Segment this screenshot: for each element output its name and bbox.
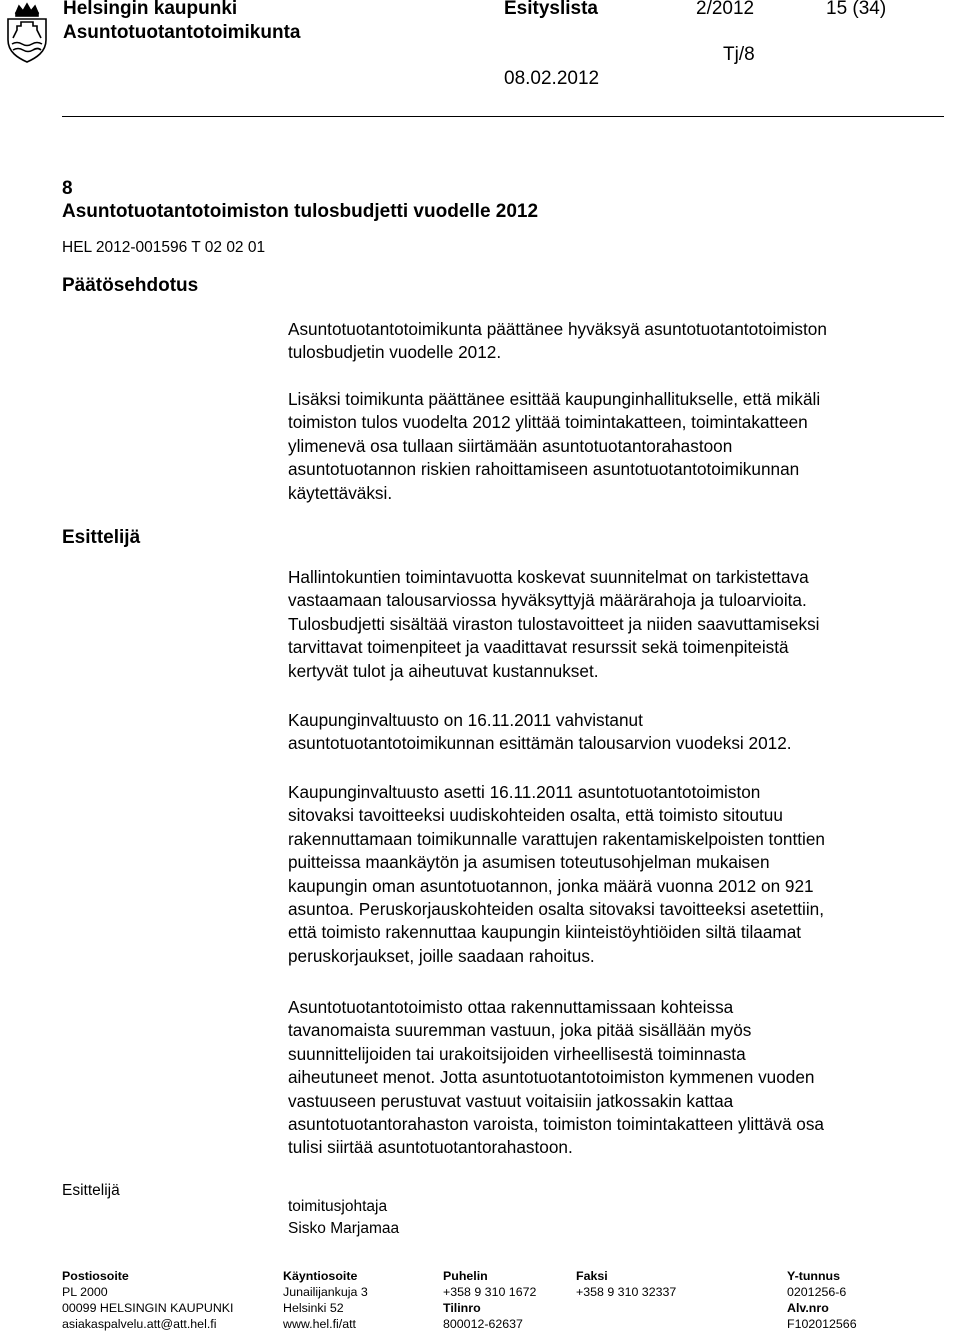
text-line: rakennuttamaan toimikunnalle varattujen rakentamiskelpoisten tonttien [288,828,825,849]
footer-visiting-address [283,1268,368,1332]
text-line: tulosbudjetin vuodelle 2012. [288,342,502,363]
org-name: Helsingin kaupunki [63,0,238,19]
doc-number: 2/2012 [696,0,755,19]
footer-value: 0201256-6 [787,1285,847,1299]
text-line: käytettäväksi. [288,482,393,503]
text-line: vastaamaan talousarviossa hyväksyttyjä määrärahoja ja tuloarvioita. [288,590,807,611]
presenter-label: Esittelijä [62,527,141,548]
proposal-heading: Päätösehdotus [62,275,199,296]
footer-value: F102012566 [787,1317,857,1331]
footer-value: PL 2000 [62,1285,108,1299]
text-line: toimiston tulos vuodelta 2012 ylittää toimintakatteen, toimintakatteen [288,412,808,433]
footer-label: Y-tunnus [787,1269,840,1283]
footer-fax [576,1268,676,1300]
text-line: Lisäksi toimikunta päättänee esittää kaupunginhallitukselle, että mikäli [288,389,821,409]
item-number: 8 [62,178,73,199]
signer-name: Sisko Marjamaa [288,1220,400,1237]
text-line: Kaupunginvaltuusto asetti 16.11.2011 asuntotuotantotoimiston [288,782,761,802]
text-line: asuntotuotannon riskien rahoittamiseen asuntotuotantotoimikunnan [288,459,800,480]
footer-label: Tilinro [443,1301,481,1315]
text-line: suunnittelijoiden tai urakoitsijoiden virheellisestä toiminnasta [288,1043,746,1064]
paragraph-additional-proposal [288,388,948,505]
text-line: puitteissa maankäytön ja asumisen toteutusohjelman mukaisen [288,852,770,873]
page-number: 15 (34) [826,0,887,19]
text-line: Asuntotuotantotoimisto ottaa rakennuttamissaan kohteissa [288,997,734,1017]
text-line: asuntotuotantorahaston varoista, toimiston toimintakatteen ylittävä osa [288,1114,824,1135]
footer-label: Puhelin [443,1269,488,1283]
footer-value: +358 9 310 1672 [443,1285,537,1299]
doc-type: Esityslista [504,0,598,19]
footer-value: Junailijankuja 3 [283,1285,368,1299]
item-reference: HEL 2012-001596 T 02 02 01 [62,239,266,256]
footer-label: Faksi [576,1269,608,1283]
paragraph-liability [288,996,948,1160]
text-line: tarvittavat toimenpiteet ja vaadittavat resurssit sekä toimenpiteistä [288,637,789,658]
footer-label: Käyntiosoite [283,1269,358,1283]
text-line: tavanomaista suuremman vastuun, joka pitää sisällään myös [288,1020,752,1041]
text-line: sitovaksi tavoitteeksi uudiskohteiden osalta, että toimisto sitoutuu [288,805,783,826]
text-line: Hallintokuntien toimintavuotta koskevat suunnitelmat on tarkistettava [288,567,809,587]
paragraph-budget-plans [288,566,948,683]
footer-phone [443,1268,536,1332]
helsinki-crest-logo [4,2,50,64]
text-line: Kaupunginvaltuusto on 16.11.2011 vahvistanut [288,710,643,730]
footer-label: Alv.nro [787,1301,829,1315]
paragraph-council-approval [288,709,948,756]
text-line: tulisi siirtää asuntotuotantorahastoon. [288,1137,573,1158]
footer-postal-address [62,1268,233,1332]
meeting-date: 08.02.2012 [504,68,600,89]
paragraph-decision [288,318,948,365]
signer-role: toimitusjohtaja [288,1198,388,1215]
footer-website: www.hel.fi/att [283,1317,356,1331]
text-line: vastuuseen perustuvat vastuut voitaisiin jatkossakin kattaa [288,1090,734,1111]
text-line: että toimisto rakennuttaa kaupungin kiinteistöyhtiöiden siltä tilaamat [288,922,802,943]
footer-value: 00099 HELSINGIN KAUPUNKI [62,1301,234,1315]
footer-value: 800012-62637 [443,1317,523,1331]
footer-value: Helsinki 52 [283,1301,344,1315]
paragraph-binding-targets [288,781,948,968]
header-rule [62,116,944,117]
item-code: Tj/8 [723,44,755,65]
footer-business-id [787,1268,857,1332]
signature-presenter-label: Esittelijä [62,1182,120,1199]
footer-email: asiakaspalvelu.att@att.hel.fi [62,1317,217,1331]
text-line: aiheutuneet menot. Jotta asuntotuotantotoimiston kymmenen vuoden [288,1067,815,1088]
item-title: Asuntotuotantotoimiston tulosbudjetti vuodelle 2012 [62,201,539,222]
text-line: asuntoa. Peruskorjauskohteiden osalta sitovaksi tavoitteeksi asetettiin, [288,899,824,920]
text-line: Asuntotuotantotoimikunta päättänee hyväksyä asuntotuotantotoimiston [288,319,827,339]
text-line: peruskorjaukset, joille saadaan rahoitus. [288,945,595,966]
text-line: kaupungin oman asuntotuotannon, jonka määrä vuonna 2012 on 921 [288,875,814,896]
text-line: asuntotuotantotoimikunnan esittämän talousarvion vuodeksi 2012. [288,733,792,754]
unit-name: Asuntotuotantotoimikunta [63,22,301,43]
footer-label: Postiosoite [62,1269,129,1283]
text-line: ylimenevä osa tullaan siirtämään asuntotuotantorahastoon [288,435,733,456]
text-line: Tulosbudjetti sisältää viraston tulostavoitteet ja niiden saavuttamiseksi [288,613,820,634]
footer-value: +358 9 310 32337 [576,1285,677,1299]
text-line: kertyvät tulot ja aiheutuvat kustannukset. [288,660,599,681]
